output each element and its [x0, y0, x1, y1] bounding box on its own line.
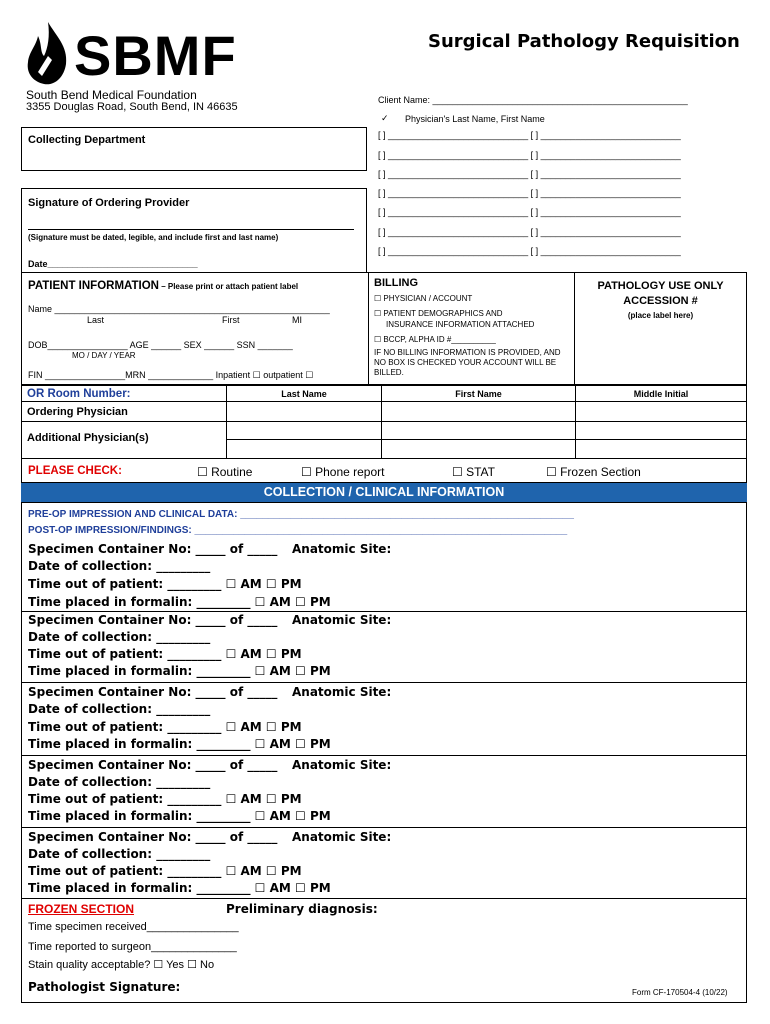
anatomic-site-label: Anatomic Site:	[292, 685, 392, 699]
pathology-use-section	[574, 272, 747, 385]
physician-list-label: Physician's Last Name, First Name	[405, 114, 545, 124]
specimen-container-field[interactable]: Specimen Container No: _____ of _____	[28, 542, 278, 556]
physician-row[interactable]: [ ] ____________________________ [ ] ____________________________	[378, 130, 681, 140]
billing-bccp-checkbox[interactable]: ☐ BCCP, ALPHA ID #__________	[374, 335, 496, 344]
ordering-first-input[interactable]	[381, 401, 576, 422]
physician-row[interactable]: [ ] ____________________________ [ ] ____________________________	[378, 227, 681, 237]
physician-row[interactable]: [ ] ____________________________ [ ] ____________________________	[378, 246, 681, 256]
pathologist-signature-field[interactable]: Pathologist Signature:	[28, 980, 181, 994]
col-first-name-label: First Name	[455, 389, 502, 399]
dob-format-caption: MO / DAY / YEAR	[72, 351, 136, 360]
collection-banner: COLLECTION / CLINICAL INFORMATION	[21, 483, 747, 502]
time-out-of-patient-field[interactable]: Time out of patient: _________ ☐ AM ☐ PM	[28, 720, 302, 734]
divider	[21, 611, 747, 612]
physician-row[interactable]: [ ] ____________________________ [ ] ____________________________	[378, 150, 681, 160]
signature-date-field[interactable]: Date______________________________	[28, 259, 198, 269]
billing-section	[368, 272, 575, 385]
patient-info-heading: PATIENT INFORMATION – Please print or attach patient label	[28, 280, 299, 292]
sbmf-flame-logo-icon	[26, 22, 68, 86]
additional-physician-label: Additional Physician(s)	[27, 432, 149, 444]
additional-last-input-1[interactable]	[226, 421, 382, 440]
time-out-of-patient-field[interactable]: Time out of patient: _________ ☐ AM ☐ PM	[28, 864, 302, 878]
ordering-physician-label: Ordering Physician	[27, 406, 128, 418]
additional-physician-cell	[21, 421, 227, 459]
routine-checkbox[interactable]: ☐ Routine	[197, 465, 253, 479]
anatomic-site-label: Anatomic Site:	[292, 542, 392, 556]
col-last-name	[226, 385, 382, 402]
or-room-cell[interactable]	[21, 385, 227, 402]
specimen-container-field[interactable]: Specimen Container No: _____ of _____	[28, 758, 278, 772]
divider	[21, 682, 747, 683]
place-label-note: (place label here)	[627, 311, 694, 320]
specimen-container-field[interactable]: Specimen Container No: _____ of _____	[28, 685, 278, 699]
time-specimen-received-field[interactable]: Time specimen received_______________	[28, 921, 239, 933]
patient-info-section	[21, 272, 369, 385]
stat-checkbox[interactable]: ☐ STAT	[452, 465, 495, 479]
name-mi-caption: MI	[292, 315, 302, 325]
time-in-formalin-field[interactable]: Time placed in formalin: _________ ☐ AM ☐ PM	[28, 809, 331, 823]
phone-report-checkbox[interactable]: ☐ Phone report	[301, 465, 385, 479]
fin-mrn-field[interactable]: FIN ________________MRN _____________ Inpatient ☐ outpatient ☐	[28, 370, 314, 380]
ordering-last-input[interactable]	[226, 401, 382, 422]
postop-impression-field[interactable]: POST-OP IMPRESSION/FINDINGS: ___________________________________________________________________	[28, 525, 568, 536]
divider	[21, 898, 747, 899]
frozen-section-checkbox[interactable]: ☐ Frozen Section	[546, 465, 641, 479]
billing-demographics-caption: INSURANCE INFORMATION ATTACHED	[386, 320, 535, 329]
additional-mi-input-2[interactable]	[575, 439, 747, 459]
collecting-department-field[interactable]	[21, 127, 367, 171]
additional-mi-input-1[interactable]	[575, 421, 747, 440]
time-in-formalin-field[interactable]: Time placed in formalin: _________ ☐ AM ☐ PM	[28, 595, 331, 609]
signature-line[interactable]	[28, 229, 354, 230]
anatomic-site-label: Anatomic Site:	[292, 613, 392, 627]
pathology-heading: PATHOLOGY USE ONLY	[597, 280, 724, 292]
patient-name-field[interactable]: Name _______________________________________________________	[28, 304, 330, 314]
col-first-name	[381, 385, 576, 402]
additional-first-input-2[interactable]	[381, 439, 576, 459]
time-out-of-patient-field[interactable]: Time out of patient: _________ ☐ AM ☐ PM	[28, 647, 302, 661]
additional-last-input-2[interactable]	[226, 439, 382, 459]
date-of-collection-field[interactable]: Date of collection: _________	[28, 775, 211, 789]
ordering-physician-cell	[21, 401, 227, 422]
time-reported-to-surgeon-field[interactable]: Time reported to surgeon______________	[28, 941, 237, 953]
billing-note: IF NO BILLING INFORMATION IS PROVIDED, AND NO BOX IS CHECKED YOUR ACCOUNT WILL BE BILLED.	[374, 348, 561, 377]
ordering-mi-input[interactable]	[575, 401, 747, 422]
anatomic-site-label: Anatomic Site:	[292, 830, 392, 844]
col-middle-initial	[575, 385, 747, 402]
page-title: Surgical Pathology Requisition	[428, 31, 740, 52]
please-check-label: PLEASE CHECK:	[28, 465, 122, 477]
divider	[21, 827, 747, 828]
name-first-caption: First	[222, 315, 240, 325]
preliminary-diagnosis-label: Preliminary diagnosis:	[226, 902, 378, 916]
date-of-collection-field[interactable]: Date of collection: _________	[28, 559, 211, 573]
logo-text: SBMF	[74, 24, 237, 87]
date-of-collection-field[interactable]: Date of collection: _________	[28, 702, 211, 716]
please-check-row	[21, 458, 747, 483]
additional-first-input-1[interactable]	[381, 421, 576, 440]
signature-note: (Signature must be dated, legible, and include first and last name)	[28, 233, 279, 242]
check-icon: ✓	[381, 113, 389, 123]
specimen-container-field[interactable]: Specimen Container No: _____ of _____	[28, 830, 278, 844]
specimen-container-field[interactable]: Specimen Container No: _____ of _____	[28, 613, 278, 627]
signature-label: Signature of Ordering Provider	[28, 197, 190, 209]
or-room-label: OR Room Number:	[27, 388, 131, 400]
billing-demographics-checkbox[interactable]: ☐ PATIENT DEMOGRAPHICS AND	[374, 309, 503, 318]
client-name-field[interactable]: Client Name: ___________________________________________________	[378, 95, 688, 105]
signature-section	[21, 188, 367, 272]
org-name: South Bend Medical Foundation	[26, 88, 197, 102]
physician-row[interactable]: [ ] ____________________________ [ ] ____________________________	[378, 169, 681, 179]
billing-heading: BILLING	[374, 277, 418, 289]
preop-impression-field[interactable]: PRE-OP IMPRESSION AND CLINICAL DATA: ____________________________________________________________	[28, 509, 574, 520]
date-of-collection-field[interactable]: Date of collection: _________	[28, 847, 211, 861]
stain-quality-field[interactable]: Stain quality acceptable? ☐ Yes ☐ No	[28, 959, 215, 971]
collecting-department-label: Collecting Department	[28, 134, 146, 146]
time-in-formalin-field[interactable]: Time placed in formalin: _________ ☐ AM ☐ PM	[28, 737, 331, 751]
physician-row[interactable]: [ ] ____________________________ [ ] ____________________________	[378, 207, 681, 217]
dob-age-sex-ssn-field[interactable]: DOB________________ AGE ______ SEX ______ SSN _______	[28, 340, 293, 350]
form-number: Form CF-170504-4 (10/22)	[632, 988, 728, 997]
time-out-of-patient-field[interactable]: Time out of patient: _________ ☐ AM ☐ PM	[28, 577, 302, 591]
time-out-of-patient-field[interactable]: Time out of patient: _________ ☐ AM ☐ PM	[28, 792, 302, 806]
time-in-formalin-field[interactable]: Time placed in formalin: _________ ☐ AM ☐ PM	[28, 881, 331, 895]
org-address: 3355 Douglas Road, South Bend, IN 46635	[26, 101, 238, 113]
col-last-name-label: Last Name	[281, 389, 327, 399]
frozen-section-heading: FROZEN SECTION	[28, 902, 135, 916]
accession-label: ACCESSION #	[623, 295, 698, 307]
divider	[21, 755, 747, 756]
name-last-caption: Last	[87, 315, 105, 325]
anatomic-site-label: Anatomic Site:	[292, 758, 392, 772]
date-of-collection-field[interactable]: Date of collection: _________	[28, 630, 211, 644]
time-in-formalin-field[interactable]: Time placed in formalin: _________ ☐ AM ☐ PM	[28, 664, 331, 678]
physician-row[interactable]: [ ] ____________________________ [ ] ____________________________	[378, 188, 681, 198]
col-middle-initial-label: Middle Initial	[633, 389, 689, 399]
billing-physician-checkbox[interactable]: ☐ PHYSICIAN / ACCOUNT	[374, 294, 473, 303]
